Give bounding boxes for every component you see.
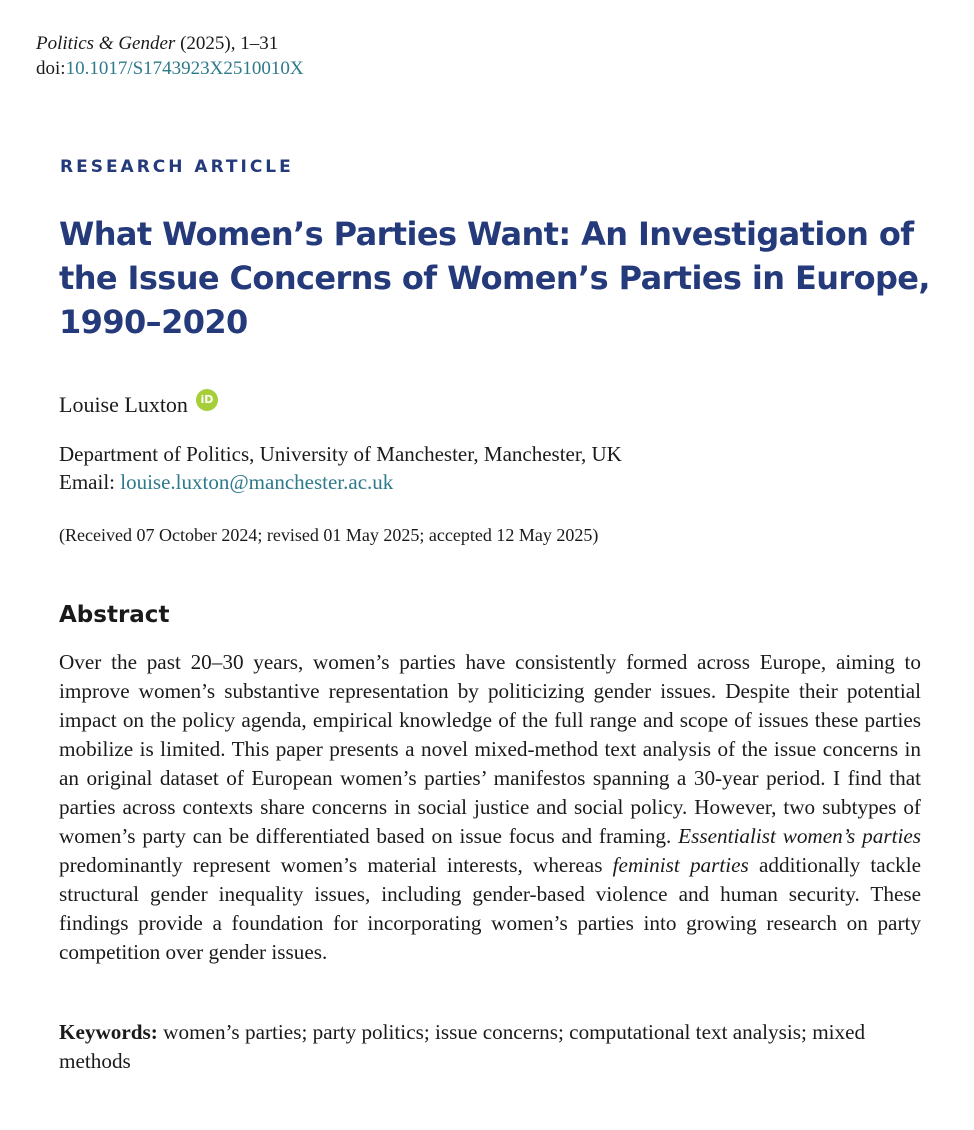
author-line [59, 391, 218, 419]
email-link[interactable]: louise.luxton@manchester.ac.uk [120, 470, 394, 494]
author-name: Louise Luxton [59, 392, 188, 417]
journal-citation [36, 32, 278, 56]
doi-prefix: doi: [36, 58, 66, 79]
journal-volume-pages: (2025), 1–31 [175, 33, 279, 54]
keywords [59, 1018, 921, 1076]
abstract-term-essentialist: Essentialist women’s parties [678, 824, 921, 848]
keywords-text: women’s parties; party politics; issue concerns; computational text analysis; mixed methods [59, 1020, 866, 1073]
received-dates: (Received 07 October 2024; revised 01 May 2025; accepted 12 May 2025) [59, 525, 599, 545]
doi-line [36, 57, 304, 81]
abstract-text-part1: Over the past 20–30 years, women’s parties have consistently formed across Europe, aiming to improve women’s substantive representation by politicizing gender issues. Despite their potential impact on the policy agenda, empirical knowledge of the full range and scope of issues these parties mobilize is limited. This paper presents a novel mixed-method text analysis of the issue concerns in an original dataset of European women’s parties’ manifestos spanning a 30-year period. I find that parties across contexts share concerns in social justice and social policy. However, two subtypes of women’s party can be differentiated based on issue focus and framing. [59, 650, 921, 848]
doi-link[interactable]: 10.1017/S1743923X2510010X [65, 58, 304, 79]
abstract-text-part3: additionally tackle structural gender inequality issues, including gender-based violence and human security. These findings provide a foundation for incorporating women’s parties into growing research on party competition over gender issues. [59, 853, 922, 964]
abstract-text-part2: predominantly represent women’s material interests, whereas [59, 853, 613, 877]
author-affiliation: Department of Politics, University of Manchester, Manchester, UK [59, 442, 622, 466]
abstract-body [59, 648, 921, 967]
abstract-term-feminist: feminist parties [612, 853, 749, 877]
abstract-heading: Abstract [59, 602, 170, 628]
article-type-label: RESEARCH ARTICLE [60, 157, 294, 177]
journal-name: Politics & Gender [36, 33, 176, 54]
email-label: Email: [59, 470, 121, 494]
article-title: What Women’s Parties Want: An Investigation of the Issue Concerns of Women’s Parties in Europe, 1990–2020 [59, 215, 930, 341]
orcid-icon[interactable]: iD [196, 389, 218, 411]
email-line [59, 468, 393, 496]
keywords-label: Keywords: [59, 1020, 158, 1044]
